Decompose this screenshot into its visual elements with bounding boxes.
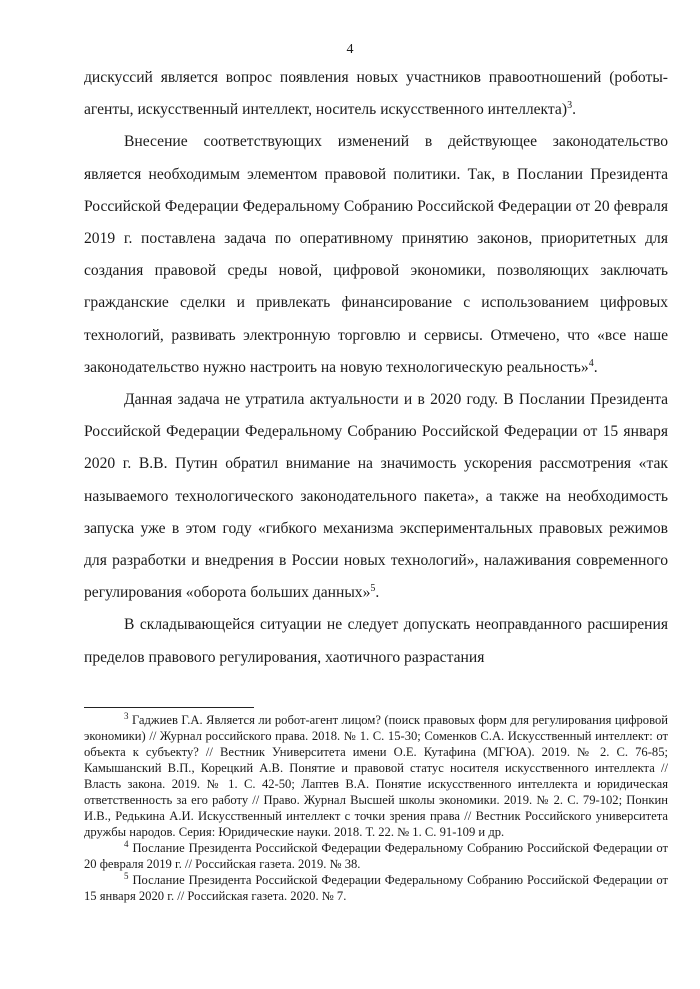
paragraph-text: дискуссий является вопрос появления новых участников правоотношений (роботы-агенты, искусственный интеллект, носитель искусственного интеллекта) — [84, 69, 668, 119]
footnote-number: 3 — [124, 710, 129, 721]
paragraph-2: Внесение соответствующих изменений в действующее законодательство является необходимым элементом правовой политики. Так, в Послании Президента Российской Федерации Федеральному Собранию Российской Федерации от 20 февраля 2019 г. поставлена задача по оперативному принятию законов, приоритетных для создания правовой среды новой, цифровой экономики, позволяющих заключать гражданские сделки и привлекать финансирование с использованием цифровых технологий, развивать электронную торговлю и сервисы. Отмечено, что «все наше законодательство нужно настроить на новую технологическую реальность»$^4$. — [84, 133, 668, 376]
footnote-number: 4 — [124, 838, 129, 849]
paragraph-text: Внесение соответствующих изменений в действующее законодательство является необходимым элементом правовой политики. Так, в Послании Президента Российской Федерации Федеральному Собранию Российской Федерации от 20 февраля 2019 г. поставлена задача по оперативному принятию законов, приоритетных для создания правовой среды новой, цифровой экономики, позволяющих заключать гражданские сделки и привлекать финансирование с использованием цифровых технологий, развивать электронную торговлю и сервисы. Отмечено, что «все наше законодательство нужно настроить на новую технологическую реальность» — [84, 133, 668, 376]
footnote-text: Гаджиев Г.А. Является ли робот-агент лицом? (поиск правовых форм для регулирования цифровой экономики) // Журнал российского права. 2018. № 1. С. 15-30; Соменков С.А. Искусственный интеллект: от объекта к субъекту? // Вестник Университета имени О.Е. Кутафина (МГЮА). 2019. № 2. С. 76-85; Камышанский В.П., Корецкий А.В. Понятие и правовой статус носителя искусственного интеллекта // Власть закона. 2019. № 1. С. 42-50; Лаптев В.А. Понятие искусственного интеллекта и юридическая ответственность за его работу // Право. Журнал Высшей школы экономики. 2019. № 2. С. 79-102; Понкин И.В., Редькина А.И. Искусственный интеллект с точки зрения права // Вестник Российского университета дружбы народов. Серия: Юридические науки. 2018. Т. 22. № 1. С. 91-109 и др. — [84, 713, 668, 839]
paragraph-text: Данная задача не утратила актуальности и в 2020 году. В Послании Президента Российской Федерации Федеральному Собранию Российской Федерации от 15 января 2020 г. В.В. Путин обратил внимание на значимость ускорения рассмотрения «так называемого технологического законодательного пакета», а также на необходимость запуска уже в этом году «гибкого механизма экспериментальных правовых режимов для разработки и внедрения в России новых технологий», налаживания современного регулирования «оборота больших данных» — [84, 391, 668, 602]
paragraph-text: В складывающейся ситуации не следует допускать неоправданного расширения пределов правового регулирования, хаотичного разрастания — [84, 616, 668, 666]
footnote-number: 5 — [124, 870, 129, 881]
footnote-3 — [84, 712, 668, 840]
footnote-4 — [84, 840, 668, 872]
footnote-text: Послание Президента Российской Федерации Федеральному Собранию Российской Федерации от 15 января 2020 г. // Российская газета. 2020. № 7. — [84, 873, 668, 903]
footnote-separator — [84, 707, 254, 708]
paragraph-1: дискуссий является вопрос появления новых участников правоотношений (роботы-агенты, искусственный интеллект, носитель искусственного интеллекта)$^3$. — [84, 69, 668, 119]
footnote-ref: 3 — [567, 100, 573, 112]
page-number: 4 — [346, 42, 354, 57]
footnote-5 — [84, 872, 668, 904]
footnote-text: Послание Президента Российской Федерации Федеральному Собранию Российской Федерации от 20 февраля 2019 г. // Российская газета. 2019. № 38. — [84, 841, 668, 871]
body-text — [84, 62, 668, 674]
paragraph-4 — [84, 609, 668, 673]
footnotes — [84, 712, 668, 904]
footnote-ref: 5 — [370, 583, 376, 595]
footnote-ref: 4 — [588, 357, 594, 369]
paragraph-3: Данная задача не утратила актуальности и в 2020 году. В Послании Президента Российской Федерации Федеральному Собранию Российской Федерации от 15 января 2020 г. В.В. Путин обратил внимание на значимость ускорения рассмотрения «так называемого технологического законодательного пакета», а также на необходимость запуска уже в этом году «гибкого механизма экспериментальных правовых режимов для разработки и внедрения в России новых технологий», налаживания современного регулирования «оборота больших данных»$^5$. — [84, 391, 668, 602]
